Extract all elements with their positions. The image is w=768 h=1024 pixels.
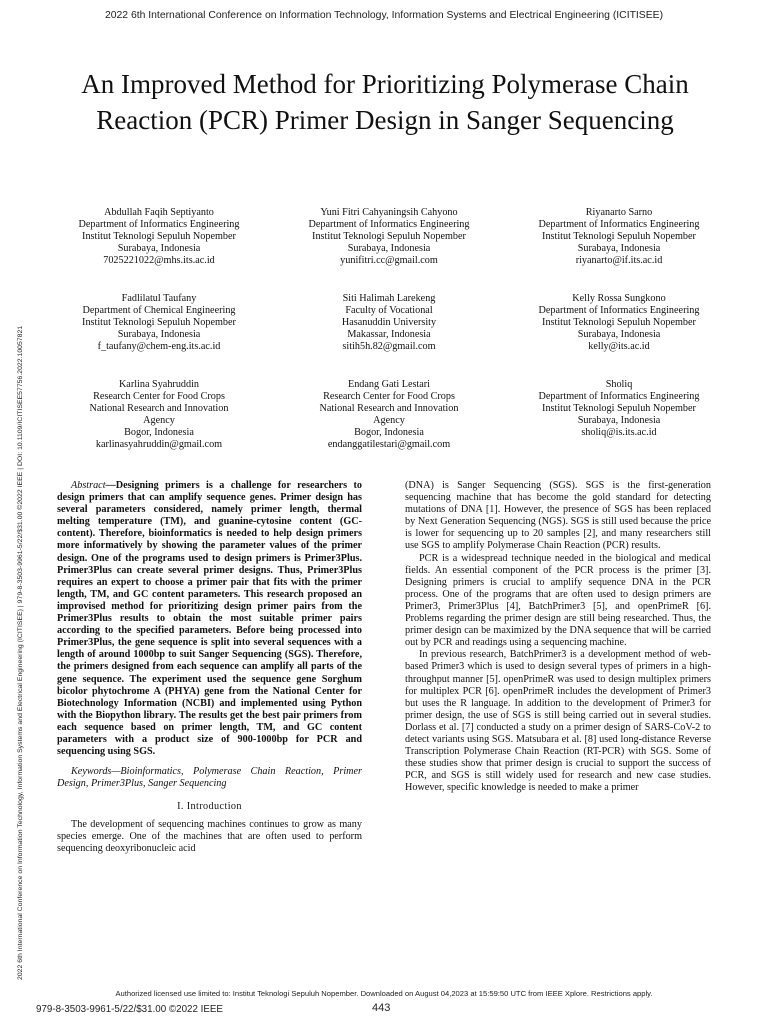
author-email: endanggatilestari@gmail.com [327, 439, 451, 451]
author-affiliation-line: Department of Informatics Engineering [308, 219, 470, 231]
author-affiliation-line: Institut Teknologi Sepuluh Nopember [542, 403, 696, 415]
author-block [504, 379, 734, 469]
author-affiliation-line: Institut Teknologi Sepuluh Nopember [82, 317, 236, 329]
author-block [44, 207, 274, 293]
author-affiliation-line: Institut Teknologi Sepuluh Nopember [542, 231, 696, 243]
author-affiliation-line: Department of Informatics Engineering [538, 219, 700, 231]
author-affiliation-line: Department of Informatics Engineering [538, 391, 700, 403]
author-email: sitih5h.82@gmail.com [342, 341, 436, 353]
author-affiliation-line: Agency [373, 415, 405, 427]
author-name: Fadlilatul Taufany [121, 293, 197, 304]
left-column [57, 480, 362, 855]
author-affiliation-line: Makassar, Indonesia [347, 329, 431, 341]
author-affiliation-line: National Research and Innovation [89, 403, 229, 415]
author-affiliation-line: Surabaya, Indonesia [577, 243, 661, 255]
side-identifier-strip: 2022 6th International Conference on Information Technology, Information Systems and Electrical Engineering (ICITISEE) | 979-8-3503-9961-5/22/$31.00 ©2022 IEEE | DOI: 10.1109/ICITISEE57756.2022.10057821 [17, 325, 24, 980]
author-affiliation-line: Institut Teknologi Sepuluh Nopember [542, 317, 696, 329]
author-affiliation-line: Agency [143, 415, 175, 427]
author-affiliation-line: Surabaya, Indonesia [117, 329, 201, 341]
right-column [405, 480, 711, 794]
body-paragraph: In previous research, BatchPrimer3 is a development method of web-based Primer3 which is used to design several types of primers in a high-throughput manner [5]. openPrimeR was used to design multiplex primers for multiplex PCR [6]. openPrimeR includes the development of Primer3 but uses the R language. In addition to the development of Primer3 for primer design, the use of SGS is still being carried out in several studies. Dorlass et al. [7] conducted a study on a primer design of SARS-CoV-2 to detect variants using SGS. Matsubara et al. [8] used long-distance Reverse Transcription Polymerase Chain Reaction (RT-PCR) with SGS. Some of these studies show that primer design is crucial to support the success of PCR, and SGS is still widely used for research and new case studies. However, specific knowledge is needed to make a primer [405, 649, 711, 794]
author-email: sholiq@is.its.ac.id [581, 427, 657, 439]
author-grid [44, 207, 734, 469]
author-affiliation-line: Bogor, Indonesia [124, 427, 194, 439]
paper-title: An Improved Method for Prioritizing Polymerase Chain Reaction (PCR) Primer Design in Sanger Sequencing [81, 69, 689, 135]
abstract-text: —Designing primers is a challenge for researchers to design primers that can amplify sequence genes. Primer design has several parameters considered, namely primer length, thermal melting temperature (TM), and guanine-cytosine content (GC-content). Therefore, bioinformatics is needed to help design primers more informatively by showing the parameter values of the primer design. One of the programs used to design primers is Primer3Plus. Primer3Plus can create several primer designs. Thus, Primer3Plus requires an expert to choose a primer pair that fits with the primer length, TM, and GC content parameters. This research proposed an improvised method for prioritizing design primer pairs from the Primer3Plus results to obtain the most suitable primer pairs according to the specified parameters. Before being processed into Primer3Plus, the gene sequence is split into several sequences with a length of around 1000bp to suit Sanger Sequencing (SGS). Therefore, the primers designed from each sequence can amplify all parts of the gene sequence. The experiment used the sequence gene Sorghum bicolor phytochrome A (PHYA) gene from the National Center for Biotechnology Information (NCBI) and implemented using Python with the Biopython library. The results get the best pair primers from each sequence based on primer length, TM, and GC content parameters with a product size of 900-1000bp for PCR and sequencing using SGS. [57, 480, 362, 758]
author-name: Sholiq [605, 379, 633, 390]
author-affiliation-line: Surabaya, Indonesia [347, 243, 431, 255]
author-name: Yuni Fitri Cahyaningsih Cahyono [320, 207, 458, 218]
author-affiliation-line: National Research and Innovation [319, 403, 459, 415]
isbn-footer: 979-8-3503-9961-5/22/$31.00 ©2022 IEEE [36, 1004, 223, 1015]
author-name: Karlina Syahruddin [118, 379, 200, 390]
author-affiliation-line: Institut Teknologi Sepuluh Nopember [312, 231, 466, 243]
author-affiliation-line: Surabaya, Indonesia [117, 243, 201, 255]
author-name: Siti Halimah Larekeng [342, 293, 436, 304]
abstract-label: Abstract [71, 480, 106, 491]
author-affiliation-line: Department of Informatics Engineering [78, 219, 240, 231]
author-block [44, 379, 274, 469]
author-block [504, 293, 734, 379]
author-email: karlinasyahruddin@gmail.com [95, 439, 223, 451]
author-name: Kelly Rossa Sungkono [572, 293, 666, 304]
conference-header: 2022 6th International Conference on Information Technology, Information Systems and Electrical Engineering (ICITISEE) [104, 10, 664, 21]
author-affiliation-line: Department of Informatics Engineering [538, 305, 700, 317]
body-paragraph: PCR is a widespread technique needed in the biological and medical fields. An essential component of the PCR process is the primer [3]. Designing primers is crucial to amplify sequence DNA in the PCR process. One of the programs that are often used to design primers are Primer3, Primer3Plus [4], BatchPrimer3 [5], and openPrimeR [6]. Problems regarding the primer design are still being researched. Thus, the primer design can be maximized by the DNA sequence that will be carried out by PCR and readings using a sequencing machine. [405, 552, 711, 649]
author-affiliation-line: Hasanuddin University [341, 317, 437, 329]
author-affiliation-line: Surabaya, Indonesia [577, 329, 661, 341]
intro-paragraph: The development of sequencing machines continues to grow as many species emerge. One of the machines that are often used to perform sequencing deoxyribonucleic acid [57, 818, 362, 854]
page-number: 443 [372, 1002, 391, 1014]
abstract [57, 480, 362, 758]
author-affiliation-line: Institut Teknologi Sepuluh Nopember [82, 231, 236, 243]
author-email: riyanarto@if.its.ac.id [575, 255, 663, 267]
author-block [504, 207, 734, 293]
section-heading-introduction: I. Introduction [177, 800, 242, 812]
author-affiliation-line: Research Center for Food Crops [323, 391, 455, 403]
author-affiliation-line: Department of Chemical Engineering [82, 305, 236, 317]
author-block [274, 379, 504, 469]
author-affiliation-line: Faculty of Vocational [345, 305, 433, 317]
author-block [44, 293, 274, 379]
author-name: Abdullah Faqih Septiyanto [104, 207, 214, 218]
author-email: yunifitri.cc@gmail.com [340, 255, 438, 267]
author-affiliation-line: Bogor, Indonesia [354, 427, 424, 439]
author-name: Endang Gati Lestari [347, 379, 431, 390]
author-affiliation-line: Research Center for Food Crops [93, 391, 225, 403]
author-email: f_taufany@chem-eng.its.ac.id [97, 341, 221, 353]
author-block [274, 207, 504, 293]
author-affiliation-line: Surabaya, Indonesia [577, 415, 661, 427]
body-paragraph: (DNA) is Sanger Sequencing (SGS). SGS is the first-generation sequencing machine that has become the gold standard for detecting mutations of DNA [1]. However, the presence of SGS has been replaced by Next Generation Sequencing (NGS). SGS is still used because the price is lower for sequencing up to 20 samples [2], and many researchers still use SGS to amplify Polymerase Chain Reaction (PCR) results. [405, 480, 711, 552]
license-footer: Authorized licensed use limited to: Institut Teknologi Sepuluh Nopember. Downloaded on August 04,2023 at 15:59:50 UTC from IEEE Xplore. Restrictions apply. [115, 989, 653, 998]
author-block [274, 293, 504, 379]
author-name: Riyanarto Sarno [585, 207, 653, 218]
author-email: kelly@its.ac.id [588, 341, 650, 353]
keywords: Keywords—Bioinformatics, Polymerase Chain Reaction, Primer Design, Primer3Plus, Sanger Sequencing [57, 766, 362, 790]
author-email: 7025221022@mhs.its.ac.id [103, 255, 215, 267]
